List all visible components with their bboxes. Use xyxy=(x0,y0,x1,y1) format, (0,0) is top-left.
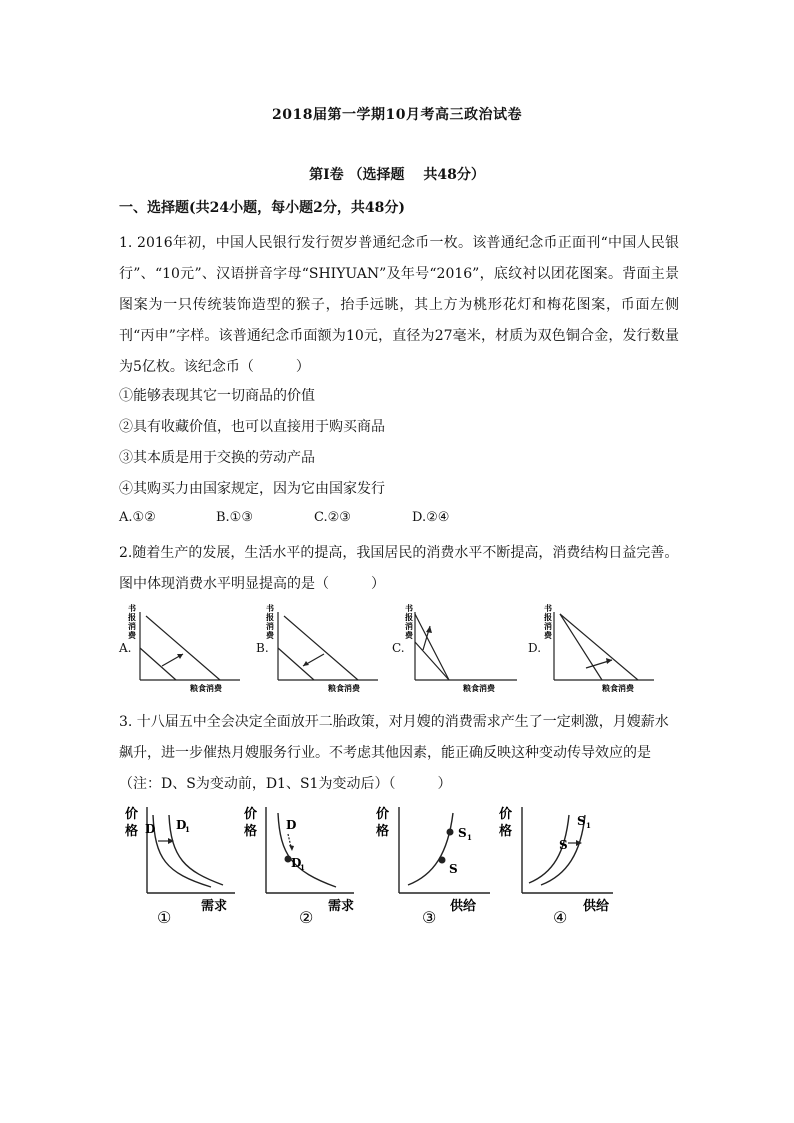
choice-d[interactable]: D.②④ xyxy=(412,510,450,525)
y-label-char: 消 xyxy=(405,621,413,631)
curve-label-d1: D xyxy=(291,856,302,870)
y-label-char: 费 xyxy=(128,630,136,640)
budget-line-steep xyxy=(560,614,602,680)
curve-label-d1-sub: 1 xyxy=(185,825,190,834)
y-label-char: 消 xyxy=(128,621,136,631)
graph-4 xyxy=(497,803,627,928)
choice-a[interactable]: A.①② xyxy=(119,510,156,525)
movement-arrow xyxy=(288,834,291,847)
curve-label-s1-sub: 1 xyxy=(467,833,472,842)
movement-arrow-head xyxy=(289,845,294,851)
graph-a-label[interactable]: A. xyxy=(119,641,132,655)
curve-label-d1: D xyxy=(176,818,187,832)
y-label-char: 报 xyxy=(405,612,413,622)
graph-number: ④ xyxy=(553,908,568,927)
graph-d xyxy=(540,602,658,692)
y-label-char: 费 xyxy=(544,630,552,640)
question-1-option-4: ④其购买力由国家规定，因为它由国家发行 xyxy=(119,481,385,497)
exam-title: 2018届第一学期10月考高三政治试卷 xyxy=(272,107,522,123)
budget-line-outer xyxy=(284,616,358,680)
point-s xyxy=(439,857,446,864)
graph-number: ③ xyxy=(422,908,437,927)
x-axis-label: 供给 xyxy=(583,899,610,914)
choice-b[interactable]: B.①③ xyxy=(216,510,253,525)
graph-c-label[interactable]: C. xyxy=(392,641,405,655)
y-label-char: 消 xyxy=(544,621,552,631)
y-label-char: 书 xyxy=(405,603,413,613)
section-title: 第Ⅰ卷 （选择题 共48分） xyxy=(309,167,485,183)
budget-line-flat xyxy=(560,614,638,680)
y-label-char: 报 xyxy=(544,612,552,622)
y-label-char: 报 xyxy=(266,612,274,622)
curve-label-d: D xyxy=(286,818,297,832)
choice-c[interactable]: C.②③ xyxy=(314,510,351,525)
x-axis-label: 需求 xyxy=(328,899,355,914)
point-s1 xyxy=(447,829,454,836)
y-label-char: 格 xyxy=(244,824,258,839)
graph-number: ② xyxy=(299,908,314,927)
y-label-char: 价 xyxy=(244,807,258,822)
y-label-char: 价 xyxy=(125,807,139,822)
curve-label-d1-sub: 1 xyxy=(300,863,305,872)
y-label-char: 价 xyxy=(499,807,513,822)
graph-b-label[interactable]: B. xyxy=(256,641,269,655)
graph-3 xyxy=(374,803,499,928)
question-1-choices xyxy=(119,510,449,525)
x-axis-label: 粮食消费 xyxy=(463,683,495,692)
y-label-char: 价 xyxy=(376,807,390,822)
graph-b xyxy=(266,602,381,692)
curve-label-s: S xyxy=(559,838,568,852)
x-axis-label: 粮食消费 xyxy=(328,683,360,692)
y-label-char: 费 xyxy=(266,630,274,640)
x-axis-label: 供给 xyxy=(450,899,477,914)
question-3-stem: 3. 十八届五中全会决定全面放开二胎政策，对月嫂的消费需求产生了一定刺激，月嫂薪水飙升，进一步催热月嫂服务行业。不考虑其他因素，能正确反映这种变动传导效应的是（注：D、S为变动前，D1、S1为变动后）（ ） xyxy=(119,714,669,792)
y-label-char: 格 xyxy=(499,824,513,839)
curve-label-s1-sub: 1 xyxy=(586,821,591,830)
graph-number: ① xyxy=(157,908,172,927)
part-heading: 一、选择题(共24小题，每小题2分，共48分) xyxy=(119,200,405,216)
y-label-char: 报 xyxy=(128,612,136,622)
graph-2 xyxy=(244,803,369,928)
y-label-char: 格 xyxy=(125,824,139,839)
curve-label-s1: S xyxy=(577,814,586,828)
graph-a xyxy=(128,602,243,692)
x-axis-label: 需求 xyxy=(201,899,228,914)
question-1-option-2: ②具有收藏价值，也可以直接用于购买商品 xyxy=(119,419,385,435)
graph-d-label[interactable]: D. xyxy=(528,641,542,655)
y-label-char: 消 xyxy=(266,621,274,631)
budget-line-outer xyxy=(146,616,220,680)
question-1-stem: 1. 2016年初，中国人民银行发行贺岁普通纪念币一枚。该普通纪念币正面刊“中国人民银行”、“10元”、汉语拼音字母“SHIYUAN”及年号“2016”，底纹衬以团花图案。背面主景图案为一只传统装饰造型的猴子，抬手远眺，其上方为桃形花灯和梅花图案，币面左侧刊“丙申”字样。该普通纪念币面额为10元，直径为27毫米，材质为双色铜合金，发行数量为5亿枚。该纪念币（ ） xyxy=(119,235,679,375)
budget-line-inner xyxy=(140,648,176,680)
y-label-char: 费 xyxy=(405,630,413,640)
x-axis-label: 粮食消费 xyxy=(190,683,222,692)
curve-label-d: D xyxy=(145,822,156,836)
supply-curve xyxy=(408,813,453,885)
budget-line-inner xyxy=(278,648,314,680)
y-label-char: 格 xyxy=(376,824,390,839)
question-1-option-1: ①能够表现其它一切商品的价值 xyxy=(119,388,315,404)
graph-c xyxy=(401,602,521,692)
y-label-char: 书 xyxy=(128,603,136,613)
question-2-stem: 2.随着生产的发展，生活水平的提高，我国居民的消费水平不断提高，消费结构日益完善。图中体现消费水平明显提高的是（ ） xyxy=(119,545,679,592)
y-label-char: 书 xyxy=(266,603,274,613)
question-1-option-3: ③其本质是用于交换的劳动产品 xyxy=(119,450,315,466)
graph-1 xyxy=(125,803,245,928)
y-label-char: 书 xyxy=(544,603,552,613)
shift-arrow-head xyxy=(606,658,612,664)
curve-label-s: S xyxy=(449,862,458,876)
x-axis-label: 粮食消费 xyxy=(602,683,634,692)
curve-label-s1: S xyxy=(458,826,467,840)
shift-arrow-head xyxy=(426,626,432,633)
